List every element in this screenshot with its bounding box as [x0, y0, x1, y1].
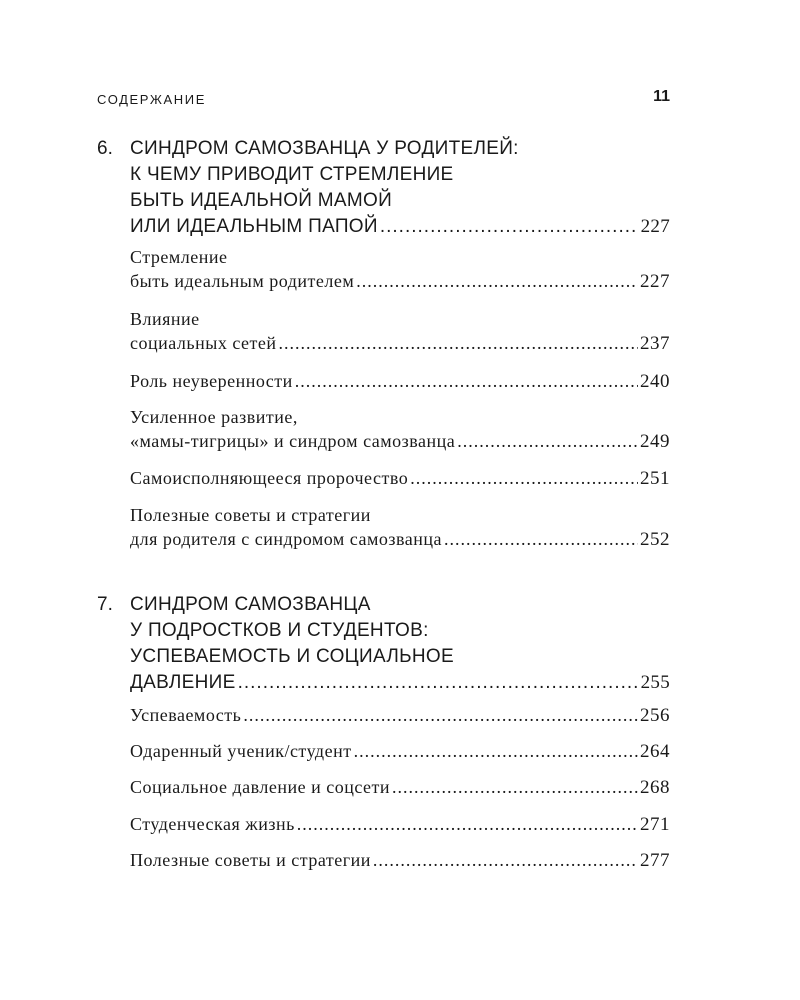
entry-page: 264 — [640, 741, 670, 762]
entry-page: 251 — [640, 468, 670, 489]
toc-entry — [130, 703, 670, 728]
chapter-number: 7. — [97, 594, 113, 615]
dot-leader — [238, 670, 639, 696]
chapter-title — [130, 592, 670, 696]
dot-leader — [279, 331, 638, 355]
toc-entry — [130, 405, 670, 454]
entry-last-line — [130, 848, 670, 873]
dot-leader — [410, 466, 638, 490]
dot-leader — [380, 214, 639, 240]
chapter-title-line: ИЛИ ИДЕАЛЬНЫМ ПАПОЙ — [130, 216, 378, 237]
entry-last-line — [130, 269, 670, 294]
entry-line: Влияние — [130, 309, 200, 329]
entry-line: быть идеальным родителем — [130, 271, 355, 291]
chapter-number: 6. — [97, 138, 113, 159]
chapter-title-last-line — [130, 214, 670, 240]
entry-page: 277 — [640, 850, 670, 871]
chapter-title-line: УСПЕВАЕМОСТЬ И СОЦИАЛЬНОЕ — [130, 646, 454, 667]
entry-last-line — [130, 429, 670, 454]
entry-last-line — [130, 331, 670, 356]
dot-leader — [295, 369, 638, 393]
entry-page: 252 — [640, 529, 670, 550]
entry-line: социальных сетей — [130, 333, 277, 353]
entry-line: «мамы-тигрицы» и синдром самозванца — [130, 431, 456, 451]
chapter-title — [130, 136, 670, 240]
dot-leader — [354, 739, 638, 763]
dot-leader — [243, 703, 638, 727]
entry-line: Полезные советы и стратегии — [130, 505, 371, 525]
toc-entry — [130, 503, 670, 552]
toc-entry — [130, 812, 670, 837]
entry-line: для родителя с синдромом самозванца — [130, 529, 443, 549]
entry-page: 268 — [640, 777, 670, 798]
entry-page: 256 — [640, 705, 670, 726]
entry-last-line — [130, 812, 670, 837]
chapter-page: 227 — [640, 216, 670, 237]
entry-line: Успеваемость — [130, 705, 242, 725]
toc-entry — [130, 775, 670, 800]
entry-line: Студенческая жизнь — [130, 814, 295, 834]
entry-page: 271 — [640, 814, 670, 835]
chapter-title-line: СИНДРОМ САМОЗВАНЦА У РОДИТЕЛЕЙ: — [130, 138, 519, 159]
chapter-title-line: У ПОДРОСТКОВ И СТУДЕНТОВ: — [130, 620, 429, 641]
entry-last-line — [130, 369, 670, 394]
entry-line: Роль неуверенности — [130, 371, 293, 391]
entry-last-line — [130, 703, 670, 728]
entry-last-line — [130, 466, 670, 491]
entry-last-line — [130, 775, 670, 800]
chapter-title-line: К ЧЕМУ ПРИВОДИТ СТРЕМЛЕНИЕ — [130, 164, 454, 185]
entry-line: Одаренный ученик/студент — [130, 741, 352, 761]
entry-page: 237 — [640, 333, 670, 354]
chapter-title-line: СИНДРОМ САМОЗВАНЦА — [130, 594, 371, 615]
entry-line: Полезные советы и стратегии — [130, 850, 371, 870]
chapter-title-line: ДАВЛЕНИЕ — [130, 672, 236, 693]
chapter-page: 255 — [640, 672, 670, 693]
toc-entry — [130, 466, 670, 491]
entry-line: Стремление — [130, 247, 228, 267]
entry-line: Усиленное развитие, — [130, 407, 298, 427]
toc-entry — [130, 307, 670, 356]
toc-entry — [130, 848, 670, 873]
toc-entry — [130, 245, 670, 294]
toc-entry — [130, 369, 670, 394]
chapter-title-last-line — [130, 670, 670, 696]
dot-leader — [297, 812, 638, 836]
dot-leader — [356, 269, 638, 293]
page-number: 11 — [653, 88, 670, 105]
entry-last-line — [130, 527, 670, 552]
dot-leader — [457, 429, 638, 453]
entry-page: 240 — [640, 371, 670, 392]
entry-line: Самоисполняющееся пророчество — [130, 468, 409, 488]
toc-entry — [130, 739, 670, 764]
running-header-title: СОДЕРЖАНИЕ — [97, 92, 207, 107]
dot-leader — [444, 527, 638, 551]
chapter-title-line: БЫТЬ ИДЕАЛЬНОЙ МАМОЙ — [130, 190, 393, 211]
entry-page: 227 — [640, 271, 670, 292]
entry-line: Социальное давление и соцсети — [130, 777, 391, 797]
dot-leader — [373, 848, 638, 872]
entry-page: 249 — [640, 431, 670, 452]
entry-last-line — [130, 739, 670, 764]
dot-leader — [392, 775, 638, 799]
